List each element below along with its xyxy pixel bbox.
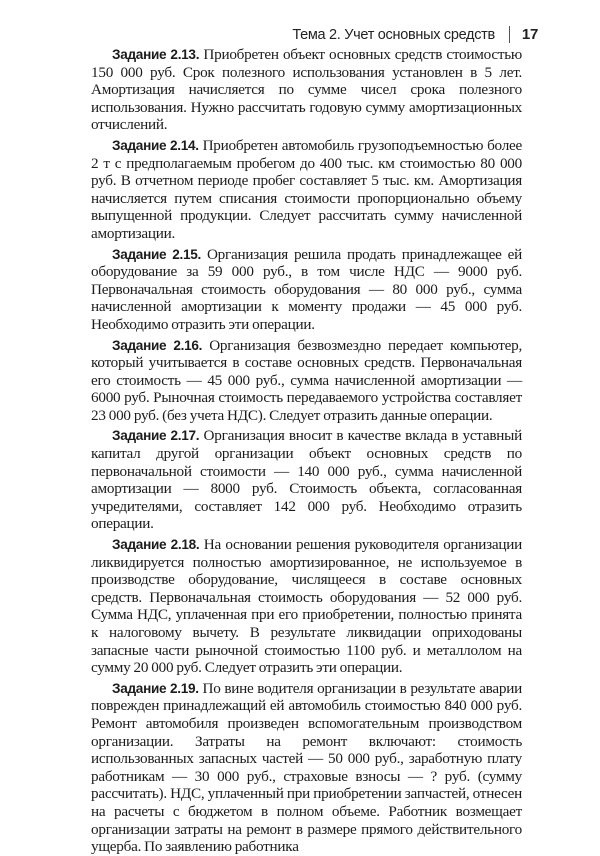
task-text: Организация вносит в качестве вклада в уставный капитал другой организации объект основных средств по первоначальной стоимости — 140 000 руб., сумма начисленной амортизации — 8000 руб. Стоимость объекта, согласованная учредителями, составляет 142 000 руб. Необходимо отразить операции. (91, 427, 523, 533)
task-label: Задание 2.14. (112, 137, 199, 153)
task-2-15 (91, 246, 522, 334)
task-text: По вине водителя организации в результате аварии поврежден принадлежащий ей автомобиль стоимостью 840 000 руб. Ремонт автомобиля произведен вспомогательным производством организации. Затраты на ремонт включают: стоимость использованных запасных частей — 50 000 руб., заработную плату работникам — 30 000 руб., страховые взносы — ? руб. (сумму рассчитать). НДС, уплаченный при приобретении запчастей, отнесен на расчеты с бюджетом в полном объеме. Работник возмещает организации затраты на ремонт в размере прямого действительного ущерба. По заявлению работника (91, 679, 522, 856)
task-label: Задание 2.18. (112, 537, 200, 553)
task-label: Задание 2.15. (112, 246, 201, 262)
task-2-19 (91, 680, 522, 856)
header-divider (509, 26, 510, 43)
task-text: Приобретен объект основных средств стоимостью 150 000 руб. Срок полезного использования установлен в 5 лет. Амортизация начисляется по сумме чисел срока полезного использования. Нужно рассчитать годовую сумму амортизационных отчислений. (91, 46, 522, 134)
task-label: Задание 2.17. (112, 428, 200, 444)
page-body (91, 46, 522, 856)
task-2-14 (91, 137, 522, 243)
task-text: Организация решила продать принадлежащее ей оборудование за 59 000 руб., в том числе НДС — 9000 руб. Первоначальная стоимость оборудования — 80 000 руб., сумма начисленной амортизации к моменту продажи — 45 000 руб. Необходимо отразить эти операции. (91, 245, 522, 333)
task-2-18 (91, 536, 522, 677)
task-text: Приобретен автомобиль грузоподъемностью более 2 т с предполагаемым пробегом до 400 тыс. км стоимостью 80 000 руб. В отчетном периоде пробег составляет 5 тыс. км. Амортизация начисляется путем списания стоимости пропорционально объему выпущенной продукции. Следует рассчитать сумму начисленной амортизации. (91, 136, 523, 242)
task-2-16 (91, 337, 522, 425)
task-label: Задание 2.19. (112, 680, 199, 696)
task-text: На основании решения руководителя организации ликвидируется полностью амортизированное, не используемое в производстве оборудование, числящееся в составе основных средств. Первоначальная стоимость оборудования — 52 000 руб. Сумма НДС, уплаченная при его приобретении, полностью принята к налоговому вычету. В результате ликвидации оприходованы запасные части рыночной стоимостью 1100 руб. и металлолом на сумму 20 000 руб. Следует отразить эти операции. (91, 536, 522, 677)
task-2-17 (91, 427, 522, 533)
page-number: 17 (521, 26, 538, 43)
running-header (292, 26, 538, 43)
chapter-title: Тема 2. Учет основных средств (292, 26, 495, 43)
task-label: Задание 2.16. (112, 337, 203, 353)
task-label: Задание 2.13. (112, 47, 200, 62)
task-2-13 (91, 46, 522, 134)
task-text: Организация безвозмездно передает компьютер, который учитывается в составе основных средств. Первоначальная его стоимость — 45 000 руб., сумма начисленной амортизации — 6000 руб. Рыночная стоимость передаваемого устройства составляет 23 000 руб. (без учета НДС). Следует отразить данные операции. (91, 336, 523, 424)
